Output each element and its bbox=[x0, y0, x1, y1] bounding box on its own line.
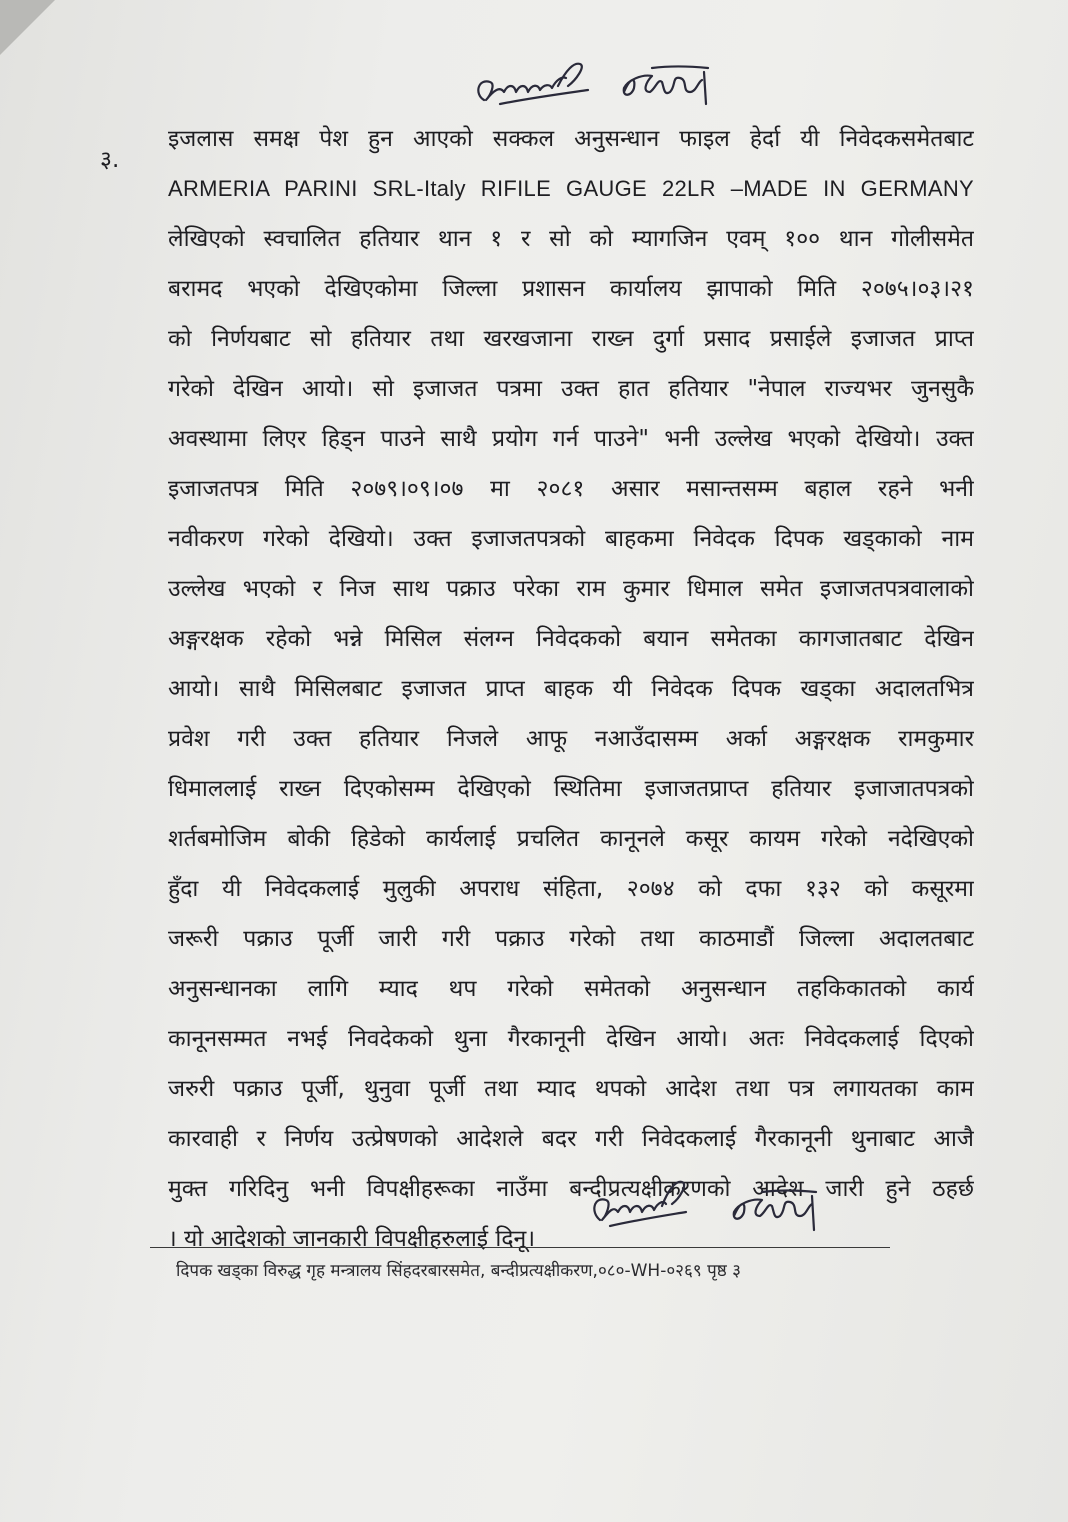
text-line: शर्तबमोजिम बोकी हिडेको कार्यलाई प्रचलित कानूनले कसूर कायम गरेको नदेखिएको bbox=[168, 826, 974, 852]
text-line: अवस्थामा लिएर हिड्न पाउने साथै प्रयोग गर्न पाउने" भनी उल्लेख भएको देखियो। उक्त bbox=[168, 426, 974, 452]
text-line: गरेको देखिन आयो। सो इजाजत पत्रमा उक्त हात हतियार "नेपाल राज्यभर जुनसुकै bbox=[168, 376, 974, 402]
text-line: अङ्गरक्षक रहेको भन्ने मिसिल संलग्न निवेदकको बयान समेतका कागजातबाट देखिन bbox=[168, 626, 974, 652]
text-line: इजाजतपत्र मिति २०७९।०९।०७ मा २०८१ असार मसान्तसम्म बहाल रहने भनी bbox=[168, 476, 974, 502]
text-line: कानूनसम्मत नभई निवदेकको थुना गैरकानूनी देखिन आयो। अतः निवेदकलाई दिएको bbox=[168, 1026, 974, 1052]
signature-top-left bbox=[470, 56, 600, 112]
text-line: धिमाललाई राख्न दिएकोसम्म देखिएको स्थितिमा इजाजतप्राप्त हतियार इजाजातपत्रको bbox=[168, 776, 974, 802]
text-line: प्रवेश गरी उक्त हतियार निजले आफू नआउँदासम्म अर्का अङ्गरक्षक रामकुमार bbox=[168, 726, 974, 752]
page-footer: दिपक खड्का विरुद्ध गृह मन्त्रालय सिंहदरबारसमेत, बन्दीप्रत्यक्षीकरण,०८०-WH-०२६९ पृष्ठ ३ bbox=[176, 1261, 742, 1281]
text-line: ARMERIA PARINI SRL-Italy RIFILE GAUGE 22LR –MADE IN GERMANY bbox=[168, 176, 974, 201]
text-line: अनुसन्धानका लागि म्याद थप गरेको समेतको अनुसन्धान तहकिकातको कार्य bbox=[168, 976, 974, 1002]
text-line: उल्लेख भएको र निज साथ पक्राउ परेका राम कुमार धिमाल समेत इजाजतपत्रवालाको bbox=[168, 576, 974, 602]
text-line: हुँदा यी निवेदकलाई मुलुकी अपराध संहिता, २०७४ को दफा १३२ को कसूरमा bbox=[168, 876, 974, 902]
text-line: जरुरी पक्राउ पूर्जी, थुनुवा पूर्जी तथा म्याद थपको आदेश तथा पत्र लगायतका काम bbox=[168, 1076, 974, 1102]
footer-divider bbox=[150, 1247, 890, 1248]
signature-bottom-right bbox=[724, 1180, 828, 1238]
text-line: जरूरी पक्राउ पूर्जी जारी गरी पक्राउ गरेको तथा काठमाडौं जिल्ला अदालतबाट bbox=[168, 926, 974, 952]
signature-top-right bbox=[612, 58, 722, 110]
text-line: मुक्त गरिदिनु भनी विपक्षीहरूका नाउँमा बन्दीप्रत्यक्षीकरणको आदेश जारी हुने ठहर्छ bbox=[168, 1176, 974, 1202]
text-line: नवीकरण गरेको देखियो। उक्त इजाजतपत्रको बाहकमा निवेदक दिपक खड्काको नाम bbox=[168, 526, 974, 552]
page-corner-fold bbox=[0, 0, 55, 55]
order-paragraph bbox=[168, 114, 974, 1264]
text-line: आयो। साथै मिसिलबाट इजाजत प्राप्त बाहक यी निवेदक दिपक खड्का अदालतभित्र bbox=[168, 676, 974, 702]
paragraph-number: ३. bbox=[100, 147, 120, 173]
text-line: बरामद भएको देखिएकोमा जिल्ला प्रशासन कार्यालय झापाको मिति २०७५।०३।२१ bbox=[168, 276, 974, 302]
text-line: कारवाही र निर्णय उत्प्रेषणको आदेशले बदर गरी निवेदकलाई गैरकानूनी थुनाबाट आजै bbox=[168, 1126, 974, 1152]
text-line-last: । यो आदेशको जानकारी विपक्षीहरुलाई दिनू। bbox=[168, 1226, 536, 1252]
text-line: इजलास समक्ष पेश हुन आएको सक्कल अनुसन्धान फाइल हेर्दा यी निवेदकसमेतबाट bbox=[168, 126, 974, 152]
text-line: लेखिएको स्वचालित हतियार थान १ र सो को म्यागजिन एवम् १०० थान गोलीसमेत bbox=[168, 226, 974, 252]
text-line: को निर्णयबाट सो हतियार तथा खरखजाना राख्न दुर्गा प्रसाद प्रसाईले इजाजत प्राप्त bbox=[168, 326, 974, 352]
signature-bottom-left bbox=[586, 1172, 696, 1232]
